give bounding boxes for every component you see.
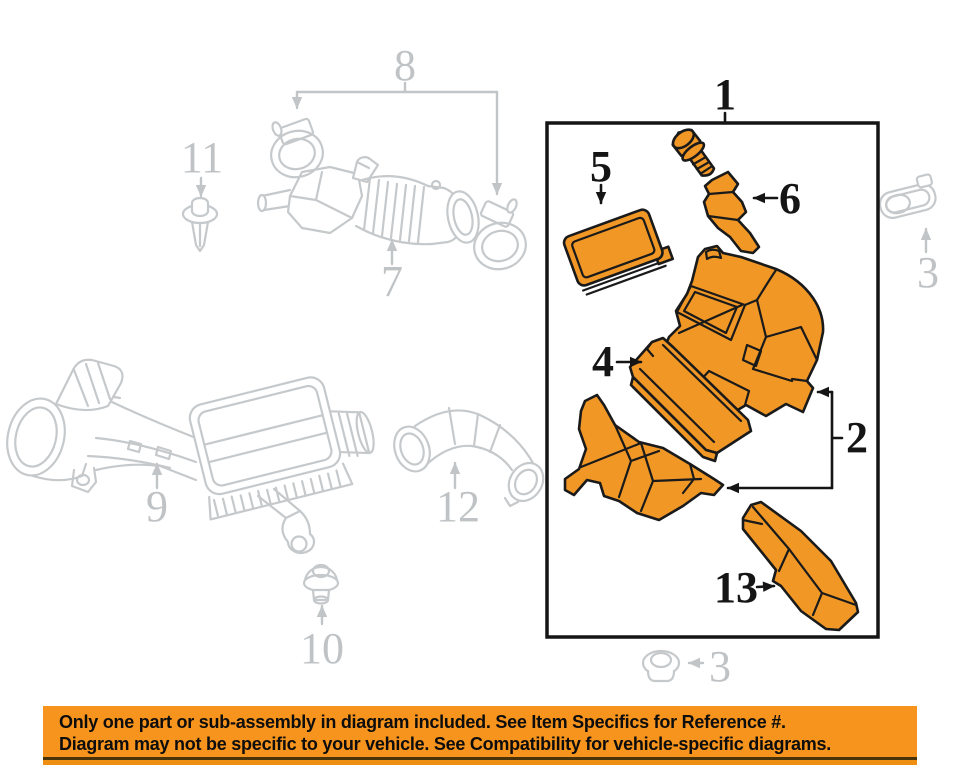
part-4-label: 4 <box>592 337 614 386</box>
arrow-13 <box>757 586 774 587</box>
disclaimer-text <box>59 711 909 755</box>
part-1-label: 1 <box>714 70 736 119</box>
disclaimer-line-2: Diagram may not be specific to your vehicle. See Compatibility for vehicle-specific diagrams. <box>59 734 832 754</box>
part-9-label: 9 <box>146 482 168 531</box>
part-10-label: 10 <box>300 624 344 673</box>
part-7-intake-hose <box>258 157 483 245</box>
part-7-label: 7 <box>381 257 403 306</box>
part-6-label: 6 <box>779 174 801 223</box>
part-10-grommet <box>304 565 338 604</box>
part-11-label: 11 <box>180 133 224 182</box>
part-13-label: 13 <box>714 563 758 612</box>
part-11-push-clip <box>183 198 217 251</box>
disclaimer-line-1: Only one part or sub-assembly in diagram included. See Item Specifics for Reference #. <box>59 712 786 732</box>
part-5-label: 5 <box>590 142 612 191</box>
part-2-label: 2 <box>846 413 868 462</box>
hose-clamp-right <box>469 198 531 275</box>
part-3-bottom-label: 3 <box>709 642 731 691</box>
part-3-grommet-bottom <box>643 651 679 681</box>
banner-footer-strip <box>43 760 917 765</box>
part-9-intake-duct <box>0 360 196 492</box>
part-8-label: 8 <box>394 41 416 90</box>
disclaimer-banner <box>43 706 917 765</box>
part-3-clip-top <box>876 174 939 221</box>
part-12-label: 12 <box>436 482 480 531</box>
part-3-top-label: 3 <box>917 248 939 297</box>
air-cleaner-assembly-ghost <box>183 366 383 553</box>
